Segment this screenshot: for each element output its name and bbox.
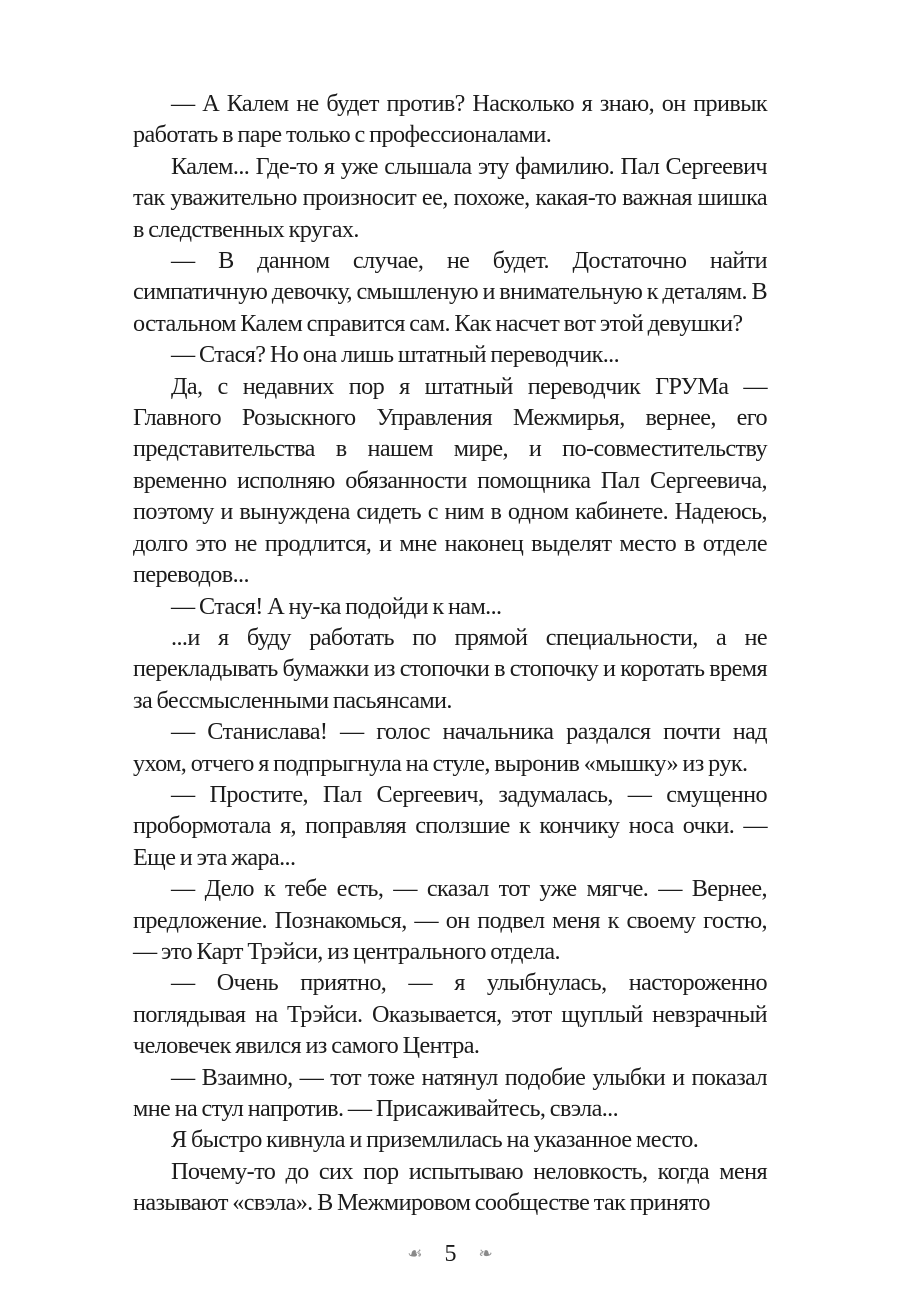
paragraph: Почему-то до сих пор испытываю неловкость, когда меня называют «свэла». В Межмировом сообществе так принято [133, 1157, 767, 1217]
paragraph: Да, с недавних пор я штатный переводчик ГРУМа — Главного Розыскного Управления Межмирья, вернее, его представительства в нашем мире, и по-совместительству временно исполняю обязанности помощника Пал Сергеевича, поэтому и вынуждена сидеть с ним в одном кабинете. Надеюсь, долго это не продлится, и мне наконец выделят место в отделе переводов... [133, 372, 767, 589]
page-body [133, 88, 767, 1219]
paragraph: — Стася? Но она лишь штатный переводчик... [171, 341, 620, 369]
paragraph: — Взаимно, — тот тоже натянул подобие улыбки и показал мне на стул напротив. — Присаживайтесь, свэла... [133, 1063, 767, 1122]
paragraph: — Дело к тебе есть, — сказал тот уже мягче. — Вернее, предложение. Познакомься, — он подвел меня к своему гостю, — это Карт Трэйси, из центрального отдела. [133, 875, 767, 965]
page-number: 5 [444, 1240, 457, 1267]
paragraph: — Стася! А ну-ка подойди к нам... [171, 592, 502, 620]
paragraph: — Простите, Пал Сергеевич, задумалась, — смущенно пробормотала я, поправляя сползшие к кончику носа очки. — Еще и эта жара... [133, 780, 767, 871]
page-footer [133, 1239, 767, 1269]
paragraph: — Очень приятно, — я улыбнулась, настороженно поглядывая на Трэйси. Оказывается, этот щуплый невзрачный человечек явился из самого Центра. [133, 969, 767, 1060]
paragraph: — В данном случае, не будет. Достаточно найти симпатичную девочку, смышленую и внимательную к деталям. В остальном Калем справится сам. Как насчет вот этой девушки? [133, 247, 767, 337]
fleuron-right-icon: ❧ [478, 1243, 493, 1264]
paragraph: ...и я буду работать по прямой специальности, а не перекладывать бумажки из стопочки в стопочку и коротать время за бессмысленными пасьянсами. [133, 623, 767, 714]
paragraph: — Станислава! — голос начальника раздался почти над ухом, отчего я подпрыгнула на стуле, выронив «мышку» из рук. [133, 718, 767, 777]
paragraph: Я быстро кивнула и приземлилась на указанное место. [171, 1126, 699, 1154]
paragraph: Калем... Где-то я уже слышала эту фамилию. Пал Сергеевич так уважительно произносит ее, похоже, какая-то важная шишка в следственных кругах. [133, 152, 767, 243]
fleuron-left-icon: ☙ [407, 1243, 423, 1264]
paragraph: — А Калем не будет против? Насколько я знаю, он привык работать в паре только с профессионалами. [133, 90, 767, 149]
